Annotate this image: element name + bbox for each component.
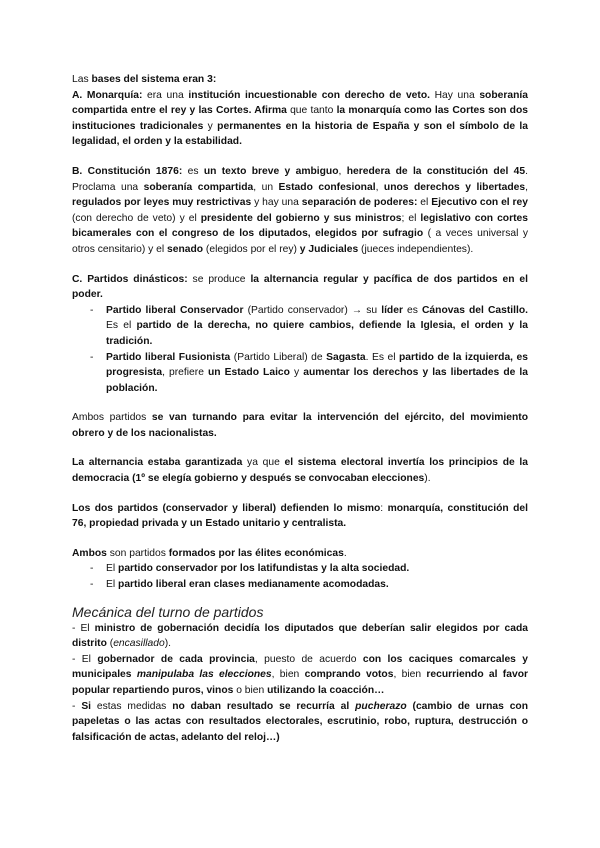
bold-text: Los dos partidos (conservador y liberal) defienden lo mismo (72, 502, 381, 514)
spacer (72, 258, 528, 272)
text: era una (142, 89, 189, 101)
bold-text: líder (381, 304, 403, 316)
text: y (203, 120, 218, 132)
bold-text: heredera de la constitución del 45 (346, 165, 526, 177)
bold-text: presidente del gobierno y sus ministros (200, 212, 402, 224)
text: , (375, 181, 384, 193)
text: , un (253, 181, 279, 193)
bold-text: un texto breve y ambiguo (203, 165, 339, 177)
text: - (72, 700, 82, 712)
text: Es el (106, 320, 137, 332)
party-list (72, 303, 528, 397)
text: . Es el (365, 351, 399, 363)
intro-paragraph (72, 72, 528, 88)
section-label: B. Constitución 1876: (72, 165, 183, 177)
bold-text: separación de poderes: (301, 197, 418, 209)
text: estas medidas (91, 700, 173, 712)
bold-text: Partido liberal Conservador (106, 304, 244, 316)
bold-text: con los caciques comarcales y municipales (72, 653, 528, 681)
spacer (72, 441, 528, 455)
spacer (72, 150, 528, 164)
bold-text: Partido liberal Fusionista (106, 351, 231, 363)
elites-paragraph (72, 546, 528, 562)
bold-text: Cánovas del Castillo. (422, 304, 529, 316)
bold-text: regulados por leyes muy restrictivas (72, 197, 252, 209)
bold-text: partido de la izquierda, es progresista (106, 351, 528, 379)
bold-text: la alternancia regular y pacífica de dos partidos en el poder. (72, 273, 529, 301)
text: . Proclama una (72, 165, 528, 193)
italic-text: encasillado (113, 638, 165, 650)
text: : (380, 502, 388, 514)
text: El (106, 579, 119, 591)
bold-text: senado (167, 243, 204, 255)
bold-text: Ambos (72, 547, 107, 559)
text: se produce (187, 273, 251, 285)
mecanica-line-2 (72, 652, 528, 699)
bold-text: utilizando la coacción… (267, 685, 385, 696)
list-item (90, 577, 528, 593)
bold-text: Estado confesional (278, 181, 376, 193)
text: ). (164, 638, 172, 650)
text: ). (424, 473, 431, 485)
text: Hay una (429, 89, 480, 101)
list-item (90, 303, 528, 350)
text: (Partido conservador) → su (243, 304, 382, 316)
text: y (289, 367, 304, 379)
section-b-paragraph (72, 164, 528, 258)
bold-text: y Judiciales (299, 243, 359, 255)
list-item (90, 350, 528, 397)
text: el (417, 197, 432, 209)
bold-text: unos derechos y libertades (383, 181, 526, 193)
mecanica-line-1 (72, 621, 528, 652)
text: ; el (401, 212, 421, 224)
text: ( (106, 638, 114, 650)
text: - El (72, 653, 98, 665)
text: - El (72, 622, 95, 634)
dos-partidos-paragraph (72, 501, 528, 532)
text: es (182, 165, 204, 177)
bold-text: un Estado Laico (208, 367, 290, 379)
section-c-paragraph (72, 272, 528, 303)
text: Ambos partidos (72, 412, 152, 424)
text: (Partido Liberal) de (230, 351, 327, 363)
bold-text: la monarquía como las Cortes son dos instituciones tradicionales (72, 105, 528, 132)
bold-text: soberanía compartida (143, 181, 254, 193)
bold-text: bases del sistema eran 3: (91, 74, 217, 85)
list-item (90, 561, 528, 577)
text: (elegidos por el rey) (203, 243, 300, 255)
text: es (402, 304, 422, 316)
bold-text: partido liberal eran clases medianamente acomodadas. (118, 579, 389, 591)
spacer (72, 532, 528, 546)
bold-text: partido de la derecha, no quiere cambios, defiende la Iglesia, el orden y la tradición. (106, 320, 528, 347)
bold-text: partido conservador por los latifundistas y la alta sociedad. (118, 563, 410, 575)
bold-text: comprando votos (304, 669, 394, 681)
bold-text: Si (81, 700, 92, 712)
bold-text: permanentes en la historia de España y son el símbolo de la legalidad, el orden y la estabilidad. (72, 120, 529, 148)
document-body (72, 72, 528, 745)
section-a-paragraph (72, 88, 528, 150)
text: , (338, 165, 347, 177)
spacer (72, 593, 528, 603)
text: El (106, 563, 119, 575)
bold-text: no daban resultado se recurría al (172, 700, 350, 712)
text: , puesto de acuerdo (254, 653, 363, 665)
text: y hay una (251, 197, 302, 209)
text: (jueces independientes). (358, 243, 474, 255)
text: , bien (271, 669, 305, 681)
bold-text: La alternancia estaba garantizada (72, 457, 243, 469)
bold-text: legislativo con cortes bicamerales con el congreso de los diputados, elegidos por sufragio (72, 212, 528, 240)
bold-text: soberanía compartida entre el rey y las Cortes. Afirma (72, 89, 528, 117)
elites-list (72, 561, 528, 592)
text: que tanto (286, 105, 337, 117)
bold-text: recurriendo al favor popular repartiendo puros, vinos (72, 669, 528, 696)
bold-text: el sistema electoral invertía los principios de la democracia (1º se elegía gobierno y después se convocaban elecciones (72, 457, 528, 485)
text: ya que (242, 457, 285, 469)
bold-text: institución incuestionable con derecho de veto. (188, 89, 430, 101)
ambos-paragraph (72, 410, 528, 441)
section-label: C. Partidos dinásticos: (72, 273, 188, 285)
bold-text: gobernador de cada provincia (97, 653, 255, 665)
alternancia-paragraph (72, 455, 528, 486)
bold-text: se van turnando para evitar la intervención del ejército, del movimiento obrero y de los nacionalistas. (72, 412, 528, 439)
text: son partidos (106, 547, 169, 559)
bold-text: Sagasta (326, 351, 366, 363)
bold-text: ministro de gobernación decidía los diputados que deberían salir elegidos por cada distrito (72, 622, 528, 650)
spacer (72, 396, 528, 410)
spacer (72, 487, 528, 501)
section-label: A. Monarquía: (72, 89, 143, 101)
text: , (525, 181, 528, 193)
text: o bien (233, 685, 268, 696)
text: , prefiere (162, 367, 209, 379)
bold-italic-text: manipulaba las elecciones (136, 669, 272, 681)
text: (con derecho de veto) y el (72, 212, 201, 224)
bold-italic-text: pucherazo (355, 700, 407, 712)
section-heading: Mecánica del turno de partidos (72, 603, 264, 620)
mecanica-line-3 (72, 699, 528, 746)
bold-text: aumentar los derechos y las libertades de la población. (106, 367, 528, 394)
text: ( a veces universal y otros censitario) y el (72, 228, 528, 255)
bold-text: formados por las élites económicas (168, 547, 344, 559)
bold-text: monarquía, constitución del 76, propiedad privada y un Estado unitario y centralista. (72, 502, 528, 530)
text: Las (72, 74, 92, 85)
text: . (343, 547, 347, 559)
text: , bien (393, 669, 427, 681)
bold-text: (cambio de urnas con papeletas o las actas con resultados electorales, escrutinio, robo, ruptura, destrucción o falsificación de actas, adelanto del reloj…) (72, 700, 528, 743)
bold-text: Ejecutivo con el rey (431, 197, 529, 209)
